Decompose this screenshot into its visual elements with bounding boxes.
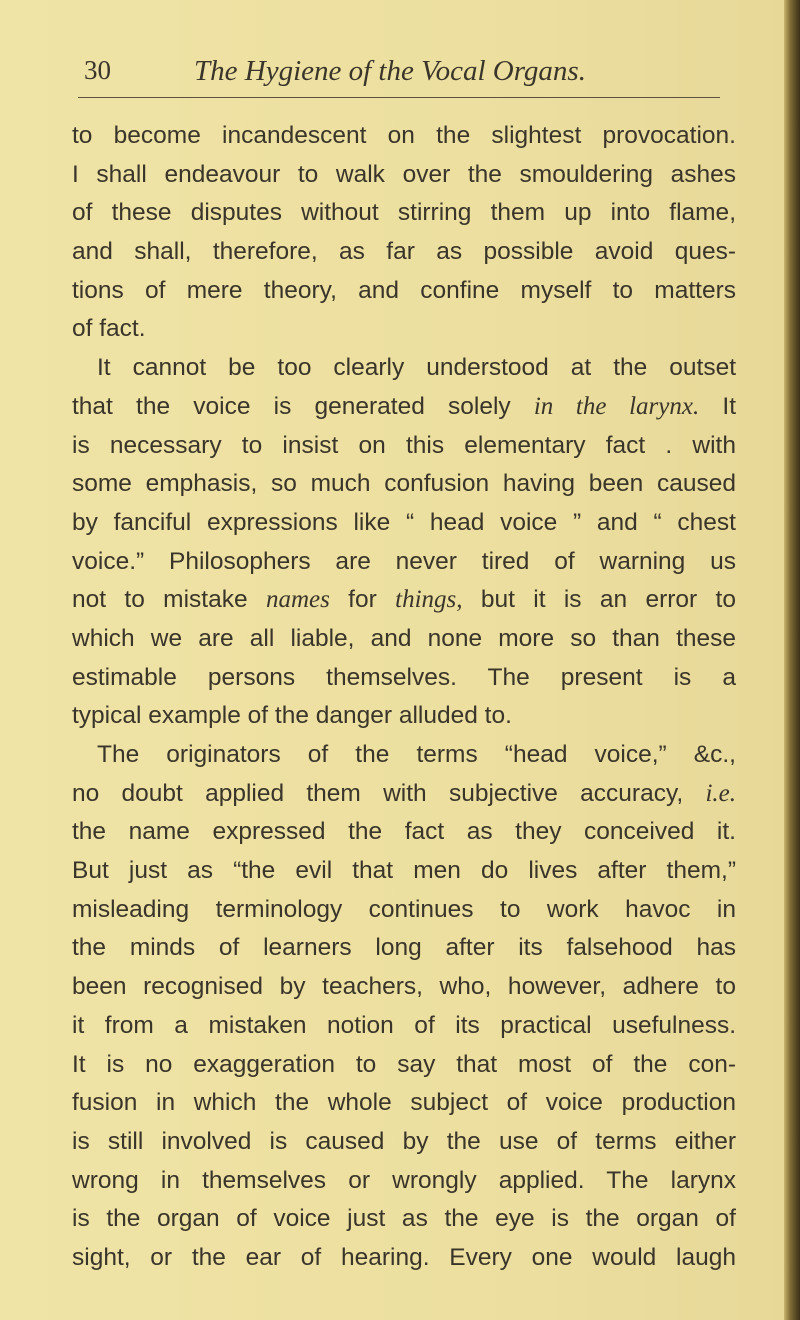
header-rule <box>78 97 720 98</box>
page-number: 30 <box>84 55 111 85</box>
text-segment: It is no exaggeration to say that most of the con- <box>72 1050 736 1078</box>
text-segment: not to mistake <box>72 586 266 614</box>
text-segment: the minds of learners long after its falsehood has <box>72 934 736 962</box>
italic-text: i.e. <box>705 779 736 807</box>
text-segment: typical example of the danger alluded to. <box>72 702 512 730</box>
text-line <box>72 1239 736 1278</box>
text-line <box>72 697 736 736</box>
text-line <box>72 233 736 272</box>
text-line <box>72 1123 736 1162</box>
text-segment: of fact. <box>72 315 146 343</box>
italic-text: things, <box>395 586 463 614</box>
text-segment: The originators of the terms “head voice,” &c., <box>97 741 736 768</box>
text-segment: which we are all liable, and none more so than these <box>72 624 736 652</box>
text-line <box>72 1007 736 1046</box>
text-segment: that the voice is generated solely <box>72 392 534 420</box>
text-line <box>72 272 736 311</box>
text-line <box>72 929 736 968</box>
text-segment: wrong in themselves or wrongly applied. The larynx <box>72 1166 736 1194</box>
text-line <box>72 156 736 195</box>
body-text <box>72 117 736 1278</box>
text-segment: fusion in which the whole subject of voice production <box>72 1089 736 1117</box>
text-segment: is necessary to insist on this elementary fact . with <box>72 431 736 459</box>
text-segment: misleading terminology continues to work havoc in <box>72 895 736 923</box>
text-segment: some emphasis, so much confusion having been caused <box>72 470 736 498</box>
text-segment: it from a mistaken notion of its practical usefulness. <box>72 1011 736 1039</box>
text-line <box>72 117 736 156</box>
text-segment: for <box>329 586 396 614</box>
text-line <box>72 465 736 504</box>
text-segment: the name expressed the fact as they conceived it. <box>72 818 736 846</box>
text-line <box>72 427 736 466</box>
text-line <box>72 349 736 388</box>
text-segment: It <box>699 392 736 420</box>
text-segment: I shall endeavour to walk over the smouldering ashes <box>72 160 736 188</box>
text-segment: But just as “the evil that men do lives after them,” <box>72 857 736 885</box>
page-header <box>72 55 732 95</box>
text-segment: It cannot be too clearly understood at the outset <box>97 354 736 382</box>
italic-text: names <box>265 586 330 614</box>
text-line <box>72 891 736 930</box>
text-line <box>72 620 736 659</box>
text-segment: been recognised by teachers, who, however, adhere to <box>72 973 736 1001</box>
text-segment: tions of mere theory, and confine myself to matters <box>72 276 736 304</box>
text-line <box>72 1084 736 1123</box>
text-segment: estimable persons themselves. The present is a <box>72 663 736 691</box>
text-line <box>72 852 736 891</box>
text-line <box>72 813 736 852</box>
text-line <box>72 736 736 775</box>
text-segment: by fanciful expressions like “ head voice ” and “ chest <box>72 508 736 536</box>
text-segment: to become incandescent on the slightest provocation. <box>72 122 736 149</box>
text-line <box>72 659 736 698</box>
text-line <box>72 543 736 582</box>
text-line <box>72 968 736 1007</box>
page-edge <box>784 0 800 1320</box>
text-segment: and shall, therefore, as far as possible avoid ques- <box>72 238 736 266</box>
text-line <box>72 504 736 543</box>
running-title: The Hygiene of the Vocal Organs. <box>194 55 586 87</box>
text-segment: of these disputes without stirring them up into flame, <box>72 199 736 227</box>
text-segment: but it is an error to <box>462 586 736 614</box>
text-line <box>72 1046 736 1085</box>
text-line <box>72 775 736 814</box>
italic-text: in the larynx. <box>533 392 700 420</box>
text-line <box>72 194 736 233</box>
text-line <box>72 310 736 349</box>
text-segment: is still involved is caused by the use of terms either <box>72 1127 736 1155</box>
text-segment: no doubt applied them with subjective accuracy, <box>72 779 706 807</box>
text-segment: sight, or the ear of hearing. Every one would laugh <box>72 1243 736 1271</box>
text-line <box>72 581 736 620</box>
text-line <box>72 388 736 427</box>
text-line <box>72 1162 736 1201</box>
text-line <box>72 1200 736 1239</box>
text-segment: is the organ of voice just as the eye is the organ of <box>72 1205 736 1233</box>
text-segment: voice.” Philosophers are never tired of warning us <box>72 547 736 575</box>
